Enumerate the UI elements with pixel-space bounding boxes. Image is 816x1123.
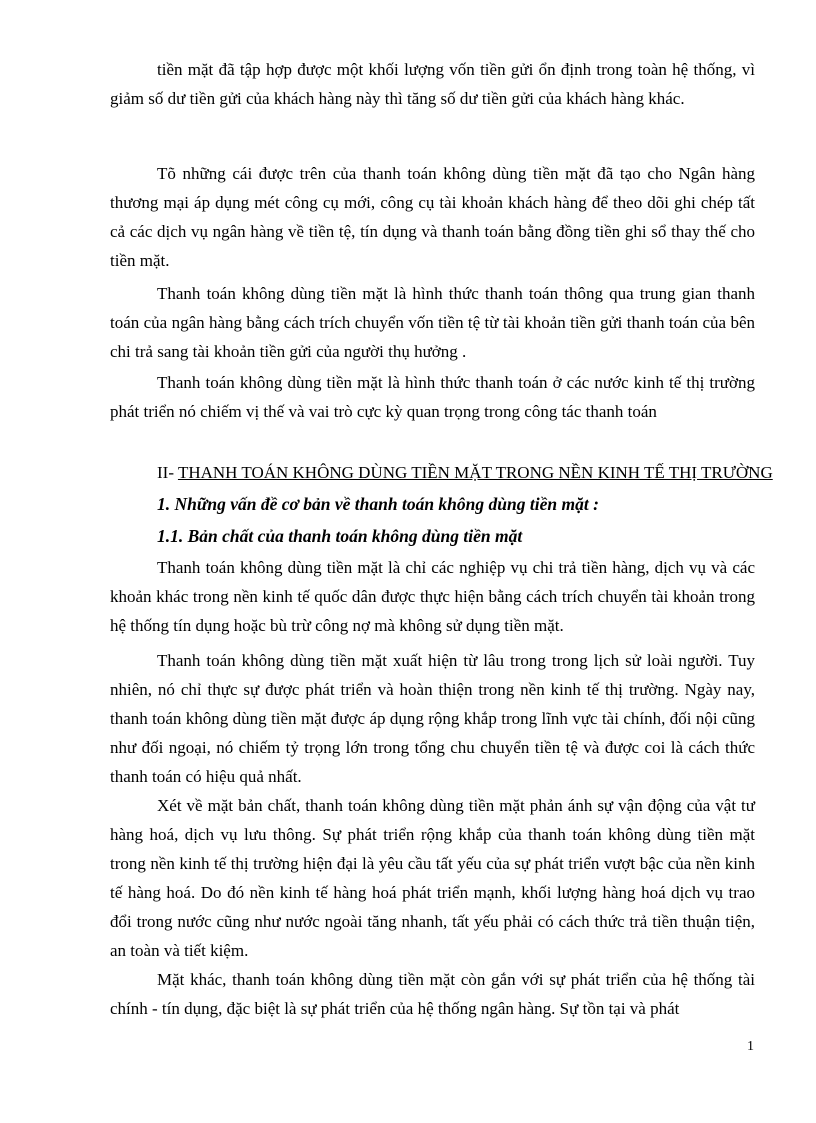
page-number: 1 — [747, 1039, 754, 1054]
paragraph-history: Thanh toán không dùng tiền mặt xuất hiện từ lâu trong trong lịch sử loài người. Tuy nhiên, nó chỉ thực sự được phát triển và hoàn thiện trong nền kinh tế thị trường. Ngày nay, thanh toán không dùng tiền mặt được áp dụng rộng khắp trong lĩnh vực tài chính, đối nội cũng như đối ngoại, nó chiếm tỷ trọng lớn trong tổng chu chuyển tiền tệ và được coi là cách thức thanh toán có hiệu quả nhất. — [110, 651, 755, 786]
paragraph-nature: Thanh toán không dùng tiền mặt là chỉ các nghiệp vụ chi trả tiền hàng, dịch vụ và các khoản khác trong nền kinh tế quốc dân được thực hiện bằng cách trích chuyển tài khoản trong hệ thống tín dụng hoặc bù trừ công nợ mà không sử dụng tiền mặt. — [110, 558, 755, 635]
paragraph-essence: Xét về mặt bản chất, thanh toán không dùng tiền mặt phản ánh sự vận động của vật tư hàng hoá, dịch vụ lưu thông. Sự phát triển rộng khắp của thanh toán không dùng tiền mặt trong nền kinh tế thị trường hiện đại là yêu cầu tất yếu của sự phát triển vượt bậc của nền kinh tế hàng hoá. Do đó nền kinh tế hàng hoá phát triển mạnh, khối lượng hàng hoá dịch vụ trao đổi trong nước cũng như nước ngoài tăng nhanh, tất yếu phải có cách thức trả tiền thuận tiện, an toàn và tiết kiệm. — [110, 796, 755, 960]
heading-1: 1. Những vấn đề cơ bản về thanh toán không dùng tiền mặt : — [157, 494, 599, 514]
paragraph-financial-system: Mặt khác, thanh toán không dùng tiền mặt còn gắn với sự phát triển của hệ thống tài chính - tín dụng, đặc biệt là sự phát triển của hệ thống ngân hàng. Sự tồn tại và phát — [110, 970, 755, 1018]
paragraph-definition: Thanh toán không dùng tiền mặt là hình thức thanh toán thông qua trung gian thanh toán của ngân hàng bằng cách trích chuyển vốn tiền tệ từ tài khoản tiền gửi thanh toán của bên chi trả sang tài khoản tiền gửi của người thụ hưởng . — [110, 284, 755, 361]
paragraph-market-role: Thanh toán không dùng tiền mặt là hình thức thanh toán ở các nước kinh tế thị trường phát triển nó chiếm vị thế và vai trò cực kỳ quan trọng trong công tác thanh toán — [110, 373, 755, 421]
paragraph-accounting-tool: Tõ những cái được trên của thanh toán không dùng tiền mặt đã tạo cho Ngân hàng thương mại áp dụng mét công cụ mới, công cụ tài khoản khách hàng để theo dõi ghi chép tất cả các dịch vụ ngân hàng về tiền tệ, tín dụng và thanh toán bằng đồng tiền ghi sổ thay thế cho tiền mặt. — [110, 164, 755, 270]
heading-1-1: 1.1. Bản chất của thanh toán không dùng tiền mặt — [157, 526, 523, 546]
section-prefix: II- — [157, 463, 178, 482]
section-heading-ii — [157, 458, 773, 487]
paragraph-continuation: tiền mặt đã tập hợp được một khối lượng vốn tiền gửi ổn định trong toàn hệ thống, vì giảm số dư tiền gửi của khách hàng này thì tăng số dư tiền gửi của khách hàng khác. — [110, 60, 755, 108]
section-title: THANH TOÁN KHÔNG DÙNG TIỀN MẶT TRONG NỀN KINH TẾ THỊ TRƯỜNG — [177, 463, 773, 482]
document-page — [110, 0, 773, 1123]
